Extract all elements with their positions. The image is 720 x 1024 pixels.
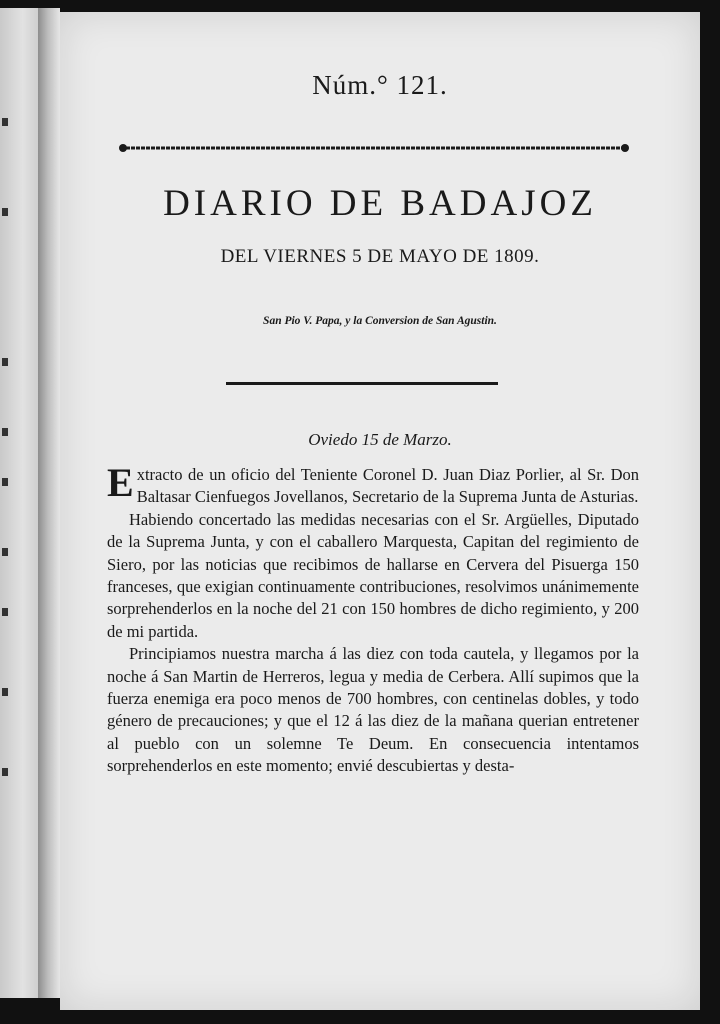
adjacent-page-edge: [0, 8, 39, 998]
newspaper-title: DIARIO DE BADAJOZ: [163, 183, 597, 224]
article-intro: [107, 460, 639, 509]
drop-cap: E: [107, 460, 134, 505]
paragraph-2: Principiamos nuestra marcha á las diez con toda cautela, y llegamos por la noche á San Martin de Herreros, legua y media de Cerbera. Allí supimos que la fuerza enemiga era poco menos de 700 hombres, con centinelas dobles, y todo género de precauciones; y que el 12 á las diez de la mañana querian entretener al pueblo con un solemne Te Deum. En consecuencia intentamos sorprehenderlos en este momento; envié descubiertas y desta-: [107, 644, 639, 776]
article-body: [107, 460, 639, 778]
section-divider: [226, 382, 498, 385]
book-gutter: [38, 8, 60, 998]
saints-of-the-day: San Pio V. Papa, y la Conversion de San Agustin.: [263, 315, 497, 327]
paragraph-1: Habiendo concertado las medidas necesarias con el Sr. Argüelles, Diputado de la Suprema Junta, y con el caballero Marquesta, Capitan del regimiento de Siero, por las noticias que recibimos de hallarse en Cervera del Pisuerga 150 franceses, que exigian continuamente contribuciones, resolvimos unánimemente sorprehenderlos en la noche del 21 con 150 hombres de dicho regimiento, y 200 de mi partida.: [107, 509, 639, 641]
issue-date: DEL VIERNES 5 DE MAYO DE 1809.: [220, 246, 540, 267]
article-dateline: Oviedo 15 de Marzo.: [308, 430, 452, 449]
intro-text: xtracto de un oficio del Teniente Coronel D. Juan Diaz Porlier, al Sr. Don Baltasar Cienfuegos Jovellanos, Secretario de la Suprema Junta de Asturias.: [136, 465, 639, 507]
ornamental-rule: [118, 143, 630, 153]
newspaper-page: [60, 12, 700, 1010]
issue-number: Núm.° 121.: [312, 70, 448, 100]
